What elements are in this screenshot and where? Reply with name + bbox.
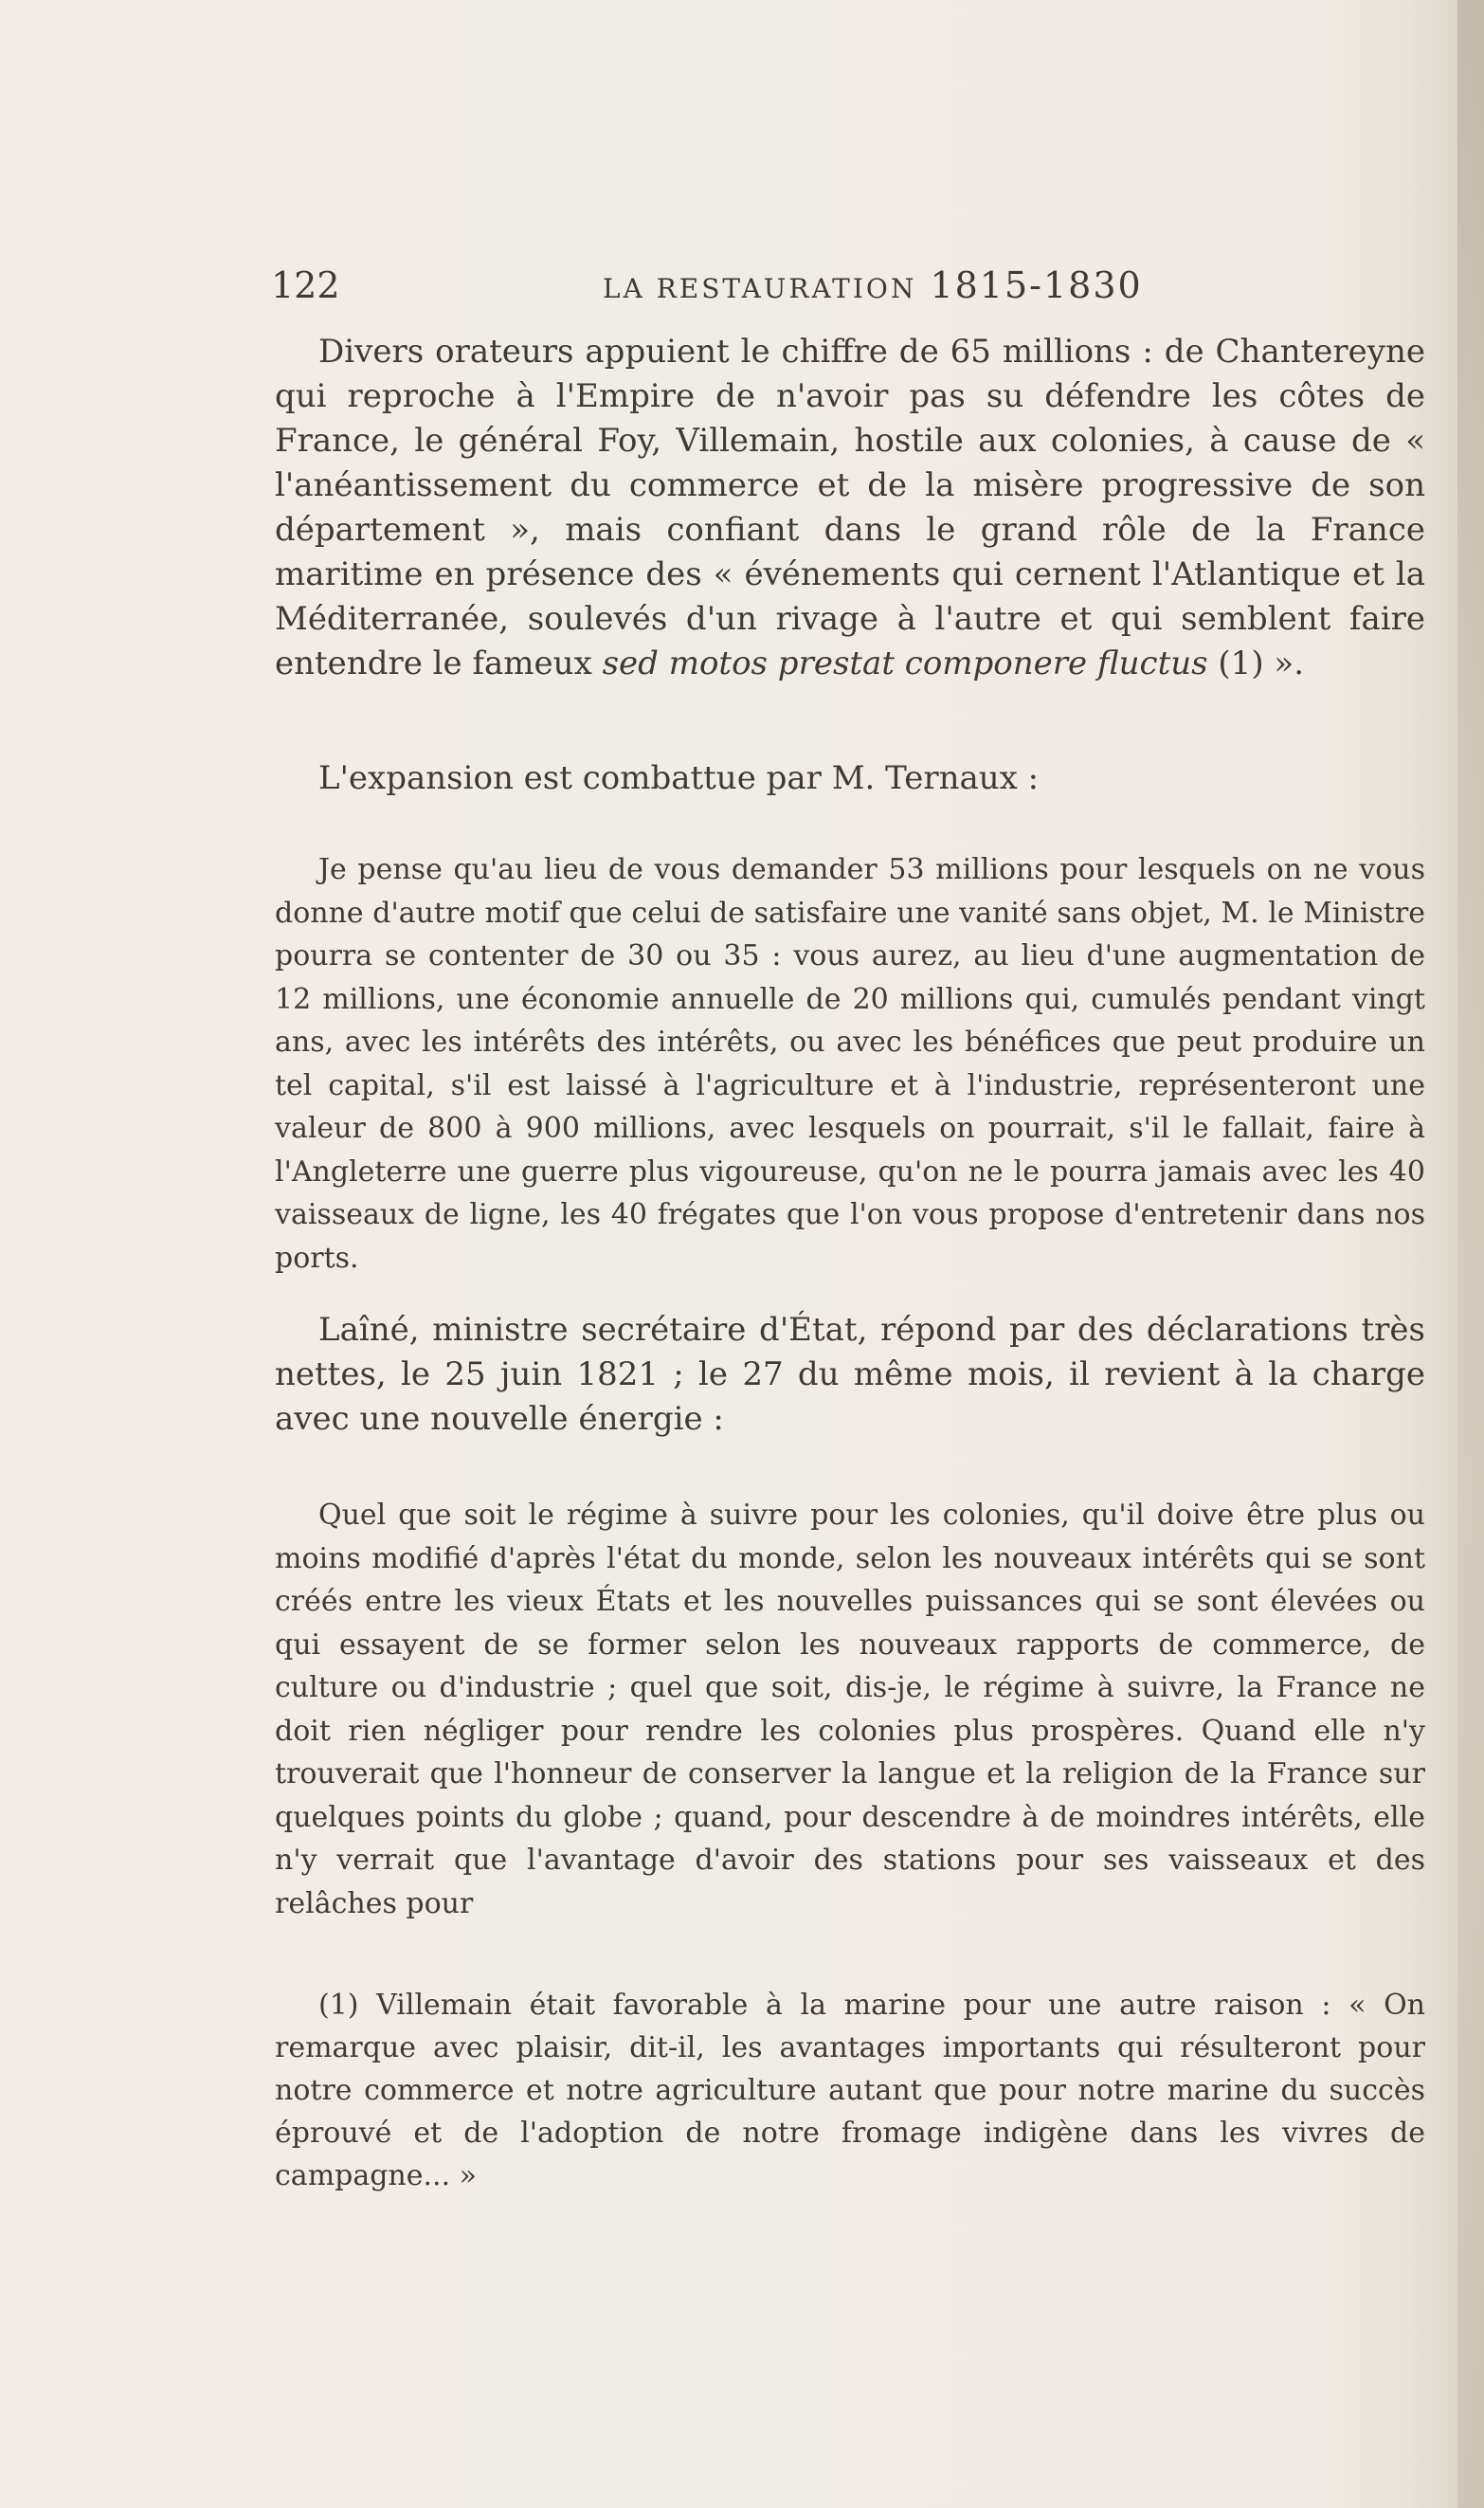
running-title xyxy=(603,262,1143,313)
footnote-reference: (1) ». xyxy=(1218,645,1304,682)
paragraph-orators-text: Divers orateurs appuient le chiffre de 65 millions : de Chantereyne qui reproche à l'Empire de n'avoir pas su défendre les côtes de France, le général Foy, Villemain, hostile aux colonies, à cause de « l'anéantissement du commerce et de la misère progressive de son département », mais confiant dans le grand rôle de la France maritime en présence des « événements qui cernent l'Atlantique et la Méditerranée, soulevés d'un rivage à l'autre et qui semblent faire entendre le fameux xyxy=(275,333,1425,682)
paragraph-orators xyxy=(275,330,1425,686)
page-edge-shadow xyxy=(1457,0,1484,2508)
paragraph-expansion: L'expansion est combattue par M. Ternaux : xyxy=(318,759,1040,797)
running-header xyxy=(271,262,1416,309)
paragraph-laine: Laîné, ministre secrétaire d'État, répond par des déclarations très nettes, le 25 juin 1821 ; le 27 du même mois, il revient à la charge avec une nouvelle énergie : xyxy=(275,1311,1425,1438)
running-title-text: LA RESTAURATION xyxy=(603,273,917,304)
page-number: 122 xyxy=(271,264,340,306)
quote-laine: Quel que soit le régime à suivre pour les colonies, qu'il doive être plus ou moins modifié d'après l'état du monde, selon les nouveaux intérêts qui se sont créés entre les vieux États et les nouvelles puissances qui se sont élevées ou qui essayent de se former selon les nouveaux rapports de commerce, de culture ou d'industrie ; quel que soit, dis-je, le régime à suivre, la France ne doit rien négliger pour rendre les colonies plus prospères. Quand elle n'y trouverait que l'honneur de conserver la langue et la religion de la France sur quelques points du globe ; quand, pour descendre à de moindres intérêts, elle n'y verrait que l'avantage d'avoir des stations pour ses vaisseaux et des relâches pour xyxy=(275,1499,1425,1920)
quote-ternaux: Je pense qu'au lieu de vous demander 53 millions pour lesquels on ne vous donne d'autre motif que celui de satisfaire une vanité sans objet, M. le Ministre pourra se contenter de 30 ou 35 : vous aurez, au lieu d'une augmentation de 12 millions, une économie annuelle de 20 millions qui, cumulés pendant vingt ans, avec les intérêts des intérêts, ou avec les bénéfices que peut produire un tel capital, s'il est laissé à l'agriculture et à l'industrie, représenteront une valeur de 800 à 900 millions, avec lesquels on pourrait, s'il le fallait, faire à l'Angleterre une guerre plus vigoureuse, qu'on ne le pourra jamais avec les 40 vaisseaux de ligne, les 40 frégates que l'on vous propose d'entretenir dans nos ports. xyxy=(275,853,1425,1275)
latin-quotation: sed motos prestat componere fluctus xyxy=(602,645,1208,682)
running-title-years: 1815-1830 xyxy=(930,264,1143,306)
footnote: (1) Villemain était favorable à la marine pour une autre raison : « On remarque avec plaisir, dit-il, les avantages importants qui résulteront pour notre commerce et notre agriculture autant que pour notre marine du succès éprouvé et de l'adoption de notre fromage indigène dans les vivres de campagne... » xyxy=(275,1989,1425,2192)
